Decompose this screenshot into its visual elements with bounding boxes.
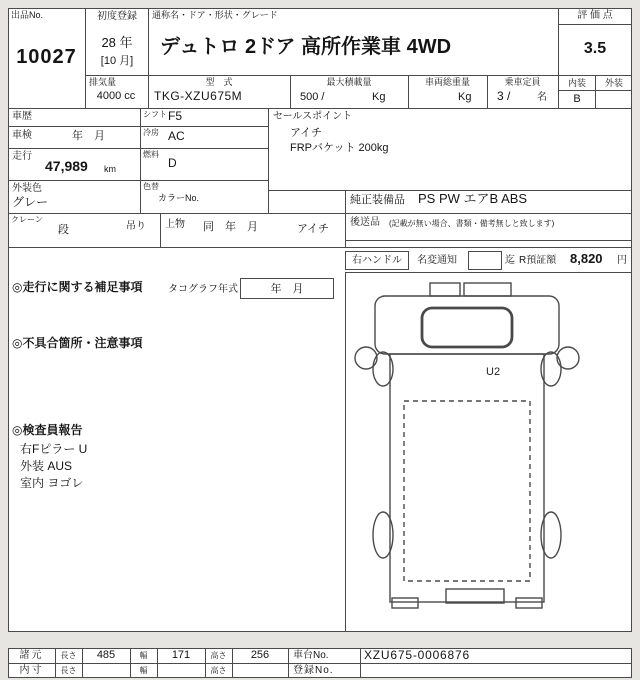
roof-marker-right (464, 283, 511, 296)
divider (140, 108, 141, 213)
model-code-value: TKG-XZU675M (154, 89, 243, 103)
capacity-label: 乗車定員 (504, 77, 541, 87)
mileage-unit: km (104, 164, 116, 174)
gross-weight-unit: Kg (458, 91, 472, 103)
roof-marker-left (430, 283, 460, 296)
rear-corner-left (392, 598, 418, 608)
divider (148, 8, 149, 108)
length-label: 長さ (60, 651, 77, 660)
crane-label: クレーン (11, 215, 43, 224)
registration-no-label: 登録No. (293, 665, 334, 676)
divider (360, 648, 361, 678)
tachograph-label: タコグラフ年式 (168, 284, 238, 295)
max-load-label: 最大積載量 (326, 77, 372, 87)
color-change-value: カラーNo. (158, 193, 200, 203)
inspection-value: 年 月 (72, 130, 105, 142)
capacity-unit: 名 (537, 92, 547, 103)
aircon-label: 冷房 (143, 128, 159, 137)
cargo-bed-outline (390, 354, 544, 602)
shift-value: F5 (168, 109, 183, 123)
later-items-label: 後送品 (350, 217, 380, 228)
name-change-until: 迄 (505, 255, 515, 266)
grade-score-value: 3.5 (583, 40, 607, 57)
width-value: 171 (171, 649, 191, 661)
cab-outline (375, 296, 559, 354)
right-handle-label: 右ハンドル (352, 255, 402, 266)
exterior-grade-label: 外装 (604, 78, 623, 88)
inner-dims-row-label: 内寸 (19, 665, 44, 676)
divider (8, 663, 632, 664)
gross-weight-label: 車両総重量 (424, 77, 470, 87)
capacity-value: 3 / (497, 89, 511, 103)
tachograph-value: 年 月 (270, 283, 304, 295)
divider (345, 240, 632, 241)
shift-label: シフト (143, 110, 167, 119)
rear-center-part (446, 589, 504, 603)
later-items-note: (記載が無い場合、書類・備考無しと致します) (389, 219, 555, 228)
fuel-value: D (168, 156, 177, 170)
sales-point-label: セールスポイント (273, 111, 353, 122)
rear-corner-right (516, 598, 542, 608)
inspector-line: 外装 AUS (20, 459, 73, 473)
max-load-value: 500 / (300, 91, 325, 103)
inspection-label: 車検 (12, 130, 32, 141)
height-value: 256 (250, 649, 270, 661)
interior-grade-label: 内装 (567, 78, 586, 88)
divider (558, 24, 632, 25)
first-registration-month: [10 月] (100, 55, 134, 67)
vehicle-top-view-diagram (346, 273, 631, 631)
history-label: 車歴 (12, 111, 32, 122)
bed-inner-dashed (404, 401, 530, 581)
exterior-color-label: 外装色 (12, 183, 42, 194)
mileage-supplement-heading: ◎走行に関する補足事項 (12, 280, 143, 294)
grade-score-label: 評 価 点 (577, 10, 613, 21)
mileage-label: 走行 (12, 151, 32, 162)
max-load-unit: Kg (372, 91, 386, 103)
height-label: 高さ (210, 666, 227, 675)
damage-mark: U2 (486, 366, 501, 378)
divider (8, 180, 268, 181)
color-change-label: 色替 (143, 182, 159, 191)
first-registration-label: 初度登録 (97, 11, 137, 22)
interior-grade-value: B (573, 93, 581, 105)
model-name-label: 通称名・ドア・形状・グレード (152, 10, 278, 20)
upper-body-value: 同 年 月 (203, 221, 258, 233)
fuel-label: 燃料 (143, 150, 159, 159)
chassis-no-value: XZU675-0006876 (364, 648, 470, 662)
defects-heading: ◎不具合箇所・注意事項 (12, 336, 143, 350)
equipment-label: 純正装備品 (350, 194, 405, 206)
length-label: 長さ (60, 666, 77, 675)
lot-no-label: 出品No. (11, 10, 44, 20)
upper-body-label: 上物 (165, 219, 185, 230)
diagram-panel (345, 272, 632, 632)
spec-row-label: 諸元 (19, 650, 44, 661)
divider (8, 213, 632, 214)
inspector-line: 室内 ヨゴレ (20, 476, 84, 490)
width-label: 幅 (139, 666, 148, 675)
inspector-report-heading: ◎検査員報告 (12, 423, 83, 437)
crane-steps: 段 (58, 224, 69, 236)
divider (85, 75, 632, 76)
windshield-outline (422, 308, 512, 347)
divider (268, 108, 269, 213)
name-change-date-box (468, 251, 502, 270)
divider (8, 126, 268, 127)
mileage-value: 47,989 (45, 158, 88, 174)
length-value: 485 (96, 649, 116, 661)
chassis-no-label: 車台No. (293, 650, 329, 661)
model-name-value: デュトロ 2ドア 高所作業車 4WD (160, 36, 452, 58)
divider (558, 90, 632, 91)
displacement-label: 排気量 (89, 77, 117, 87)
upper-body-maker: アイチ (297, 223, 330, 235)
sales-point-line2: FRPバケット 200kg (290, 142, 389, 154)
lot-no-value: 10027 (16, 46, 77, 68)
inspector-line: 右Fピラー U (20, 442, 88, 456)
displacement-value: 4000 cc (96, 90, 136, 102)
model-code-label: 型 式 (205, 77, 233, 87)
name-change-label: 名変通知 (417, 255, 457, 266)
crane-hoist: 吊り (126, 221, 146, 232)
divider (8, 148, 268, 149)
deposit-value: 8,820 (570, 251, 603, 266)
deposit-unit: 円 (617, 255, 627, 266)
divider (288, 648, 289, 678)
divider (160, 213, 161, 248)
sales-point-line1: アイチ (290, 127, 323, 139)
height-label: 高さ (210, 651, 227, 660)
exterior-color-value: グレー (12, 195, 49, 209)
first-registration-year: 28 年 (101, 35, 133, 50)
divider (8, 108, 632, 109)
equipment-value: PS PW エアB ABS (418, 191, 528, 206)
width-label: 幅 (139, 651, 148, 660)
deposit-label: R預証額 (519, 255, 557, 266)
aircon-value: AC (168, 129, 185, 143)
